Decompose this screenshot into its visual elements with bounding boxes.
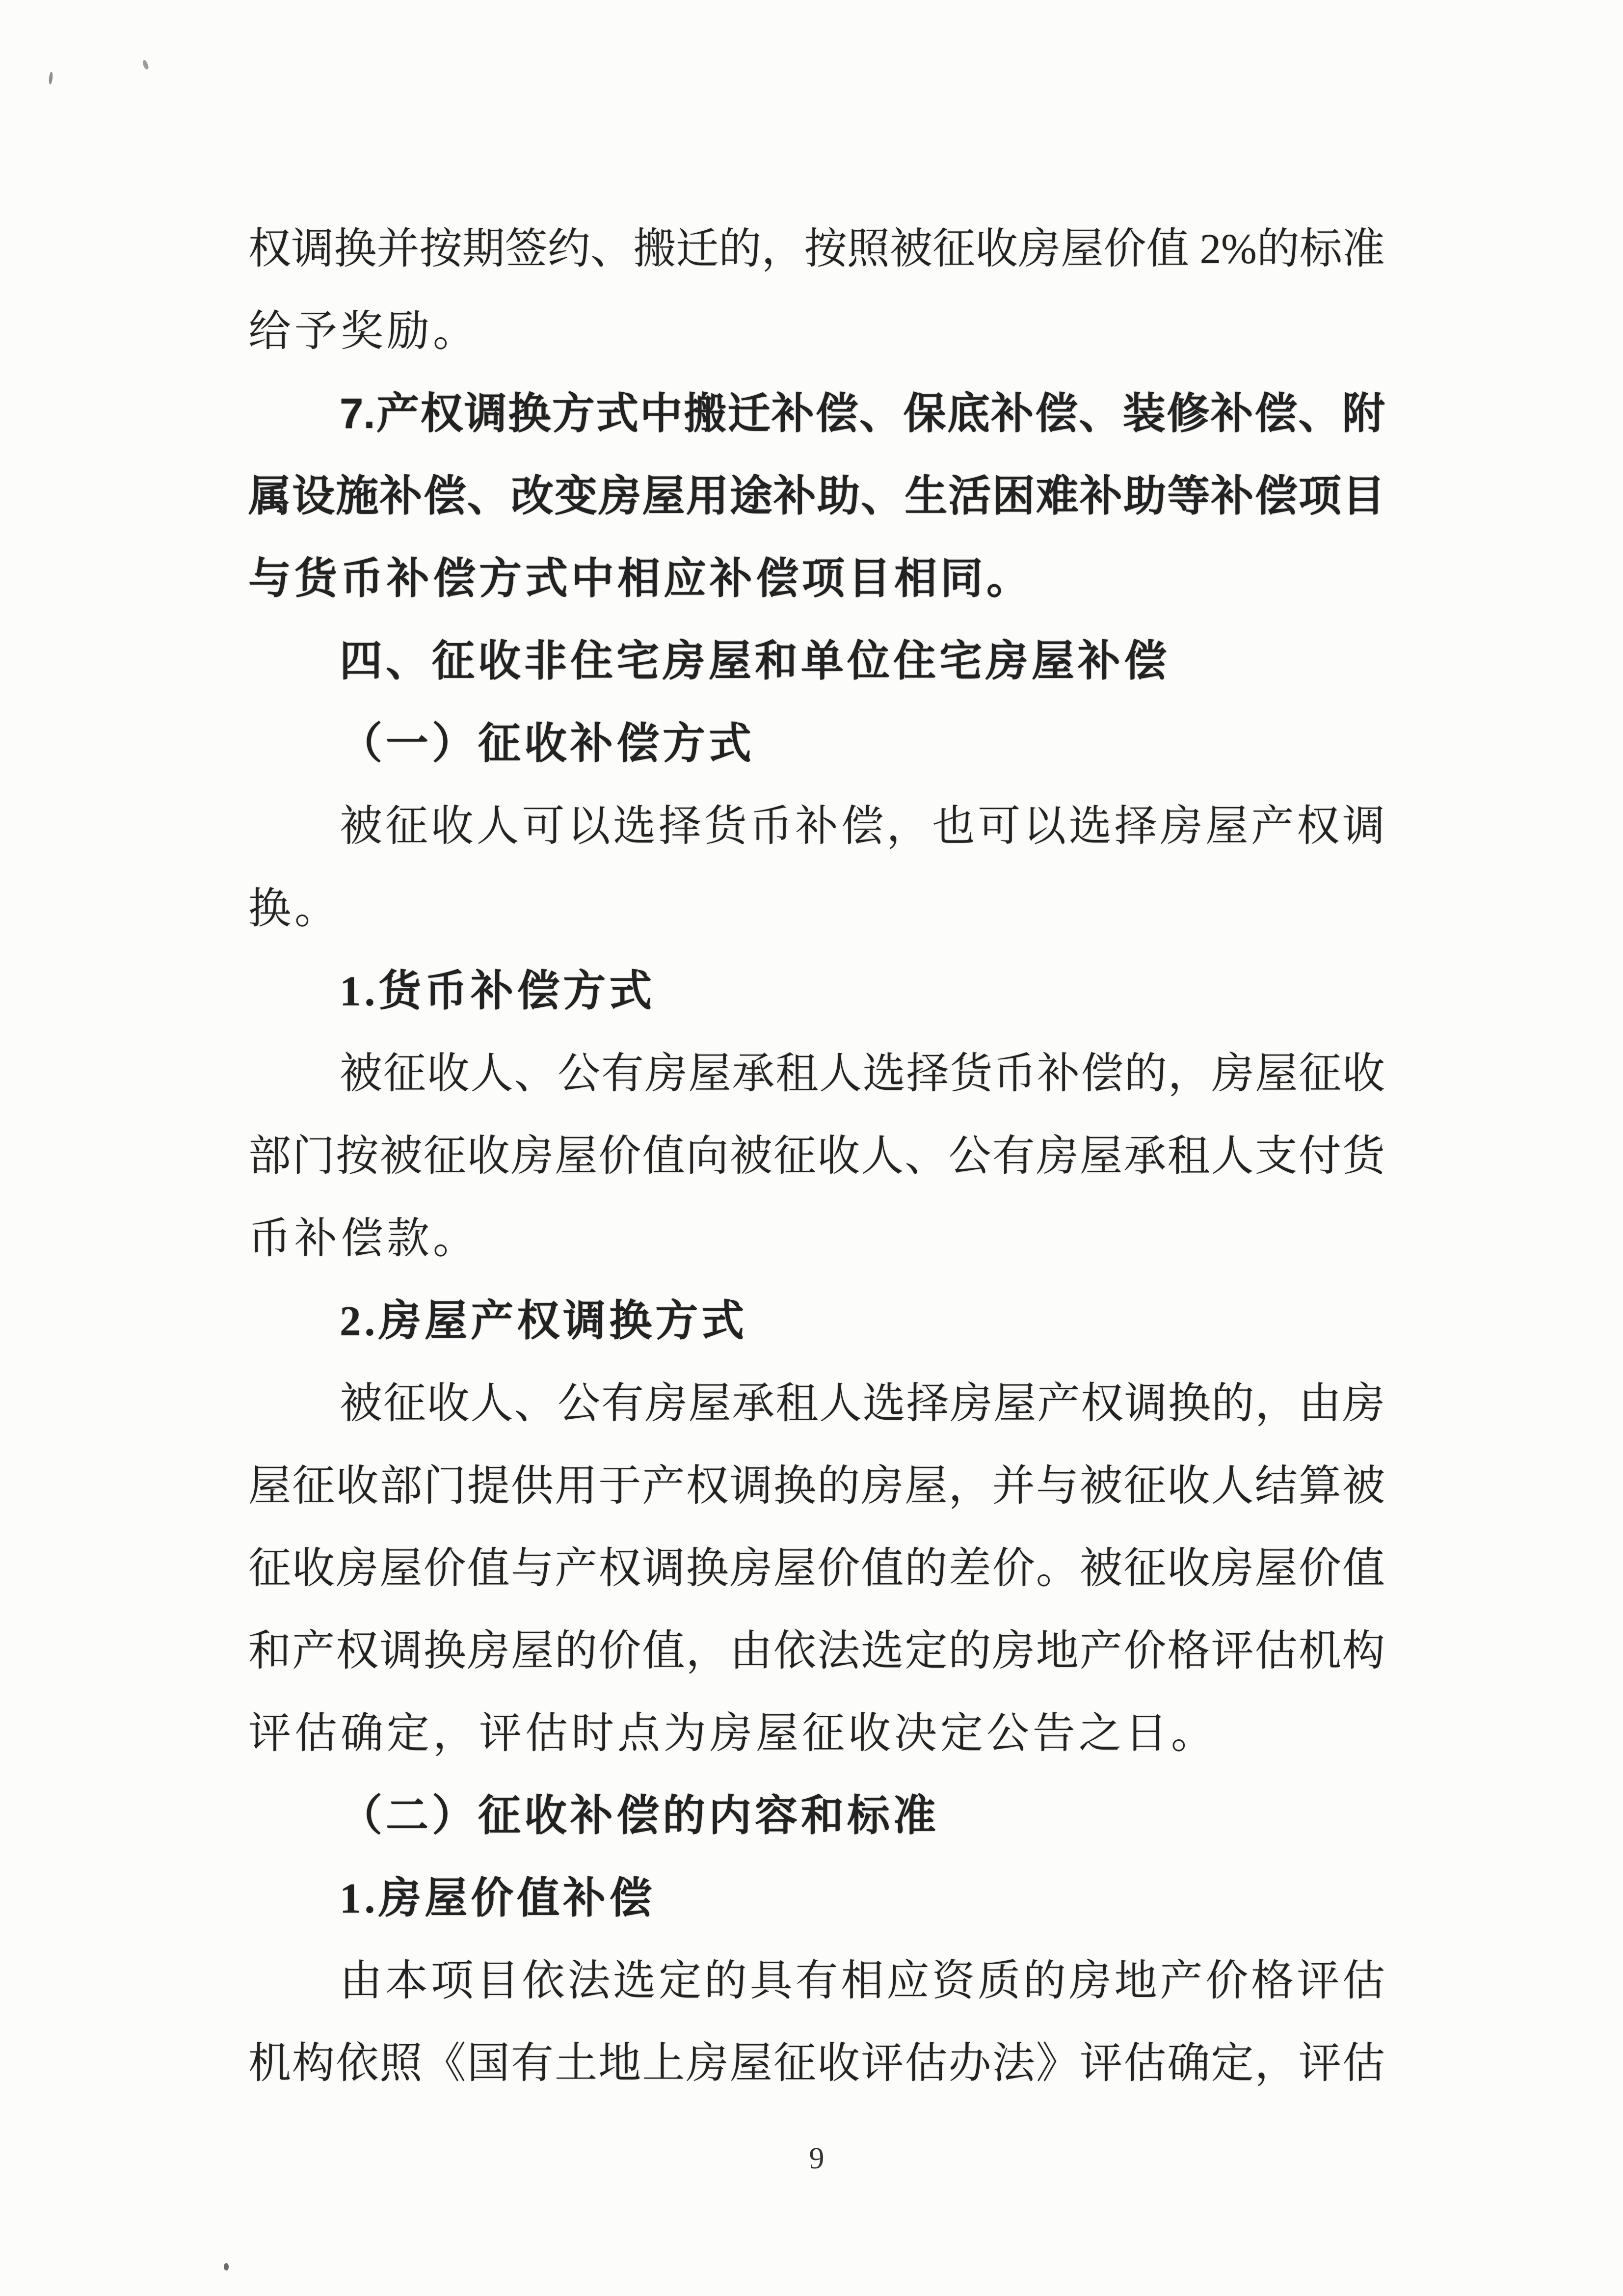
- text-line-1: 权调换并按期签约、搬迁的，按照被征收房屋价值 2%的标准: [248, 225, 1385, 272]
- text-line-3: 7.产权调换方式中搬迁补偿、保底补偿、装修补偿、附: [340, 390, 1385, 437]
- text-line-22: 由本项目依法选定的具有相应资质的房地产价格评估: [340, 1957, 1385, 2004]
- text-line-5: 与货币补偿方式中相应补偿项目相同。: [248, 555, 1033, 602]
- text-line-10: 1.货币补偿方式: [340, 967, 656, 1015]
- text-line-4: 属设施补偿、改变房屋用途补助、生活困难补助等补偿项目: [248, 472, 1385, 520]
- text-line-6: 四、征收非住宅房屋和单位住宅房屋补偿: [340, 637, 1170, 685]
- text-line-16: 屋征收部门提供用于产权调换的房屋，并与被征收人结算被: [248, 1462, 1385, 1510]
- text-block: [248, 208, 1385, 2105]
- text-line-15: 被征收人、公有房屋承租人选择房屋产权调换的，由房: [340, 1379, 1385, 1427]
- text-line-12: 部门按被征收房屋价值向被征收人、公有房屋承租人支付货: [248, 1132, 1385, 1180]
- text-line-2: 给予奖励。: [248, 307, 479, 355]
- text-line-18: 和产权调换房屋的价值，由依法选定的房地产价格评估机构: [248, 1627, 1385, 1675]
- text-line-9: 换。: [248, 885, 341, 932]
- text-line-20: （二）征收补偿的内容和标准: [340, 1792, 939, 1839]
- text-line-23: 机构依照《国有土地上房屋征收评估办法》评估确定，评估: [248, 2039, 1385, 2087]
- text-line-13: 币补偿款。: [248, 1215, 479, 1262]
- text-line-14: 2.房屋产权调换方式: [340, 1297, 748, 1345]
- text-line-11: 被征收人、公有房屋承租人选择货币补偿的，房屋征收: [340, 1050, 1385, 1097]
- text-line-17: 征收房屋价值与产权调换房屋价值的差价。被征收房屋价值: [248, 1544, 1385, 1592]
- text-line-8: 被征收人可以选择货币补偿，也可以选择房屋产权调: [340, 802, 1385, 850]
- page-number: 9: [809, 2142, 825, 2175]
- scan-speck: [141, 59, 149, 70]
- text-line-7: （一）征收补偿方式: [340, 720, 755, 767]
- text-line-19: 评估确定，评估时点为房屋征收决定公告之日。: [248, 1709, 1217, 1757]
- text-line-21: 1.房屋价值补偿: [340, 1874, 656, 1922]
- scan-speck: [49, 72, 53, 85]
- scan-speck: [224, 2263, 229, 2270]
